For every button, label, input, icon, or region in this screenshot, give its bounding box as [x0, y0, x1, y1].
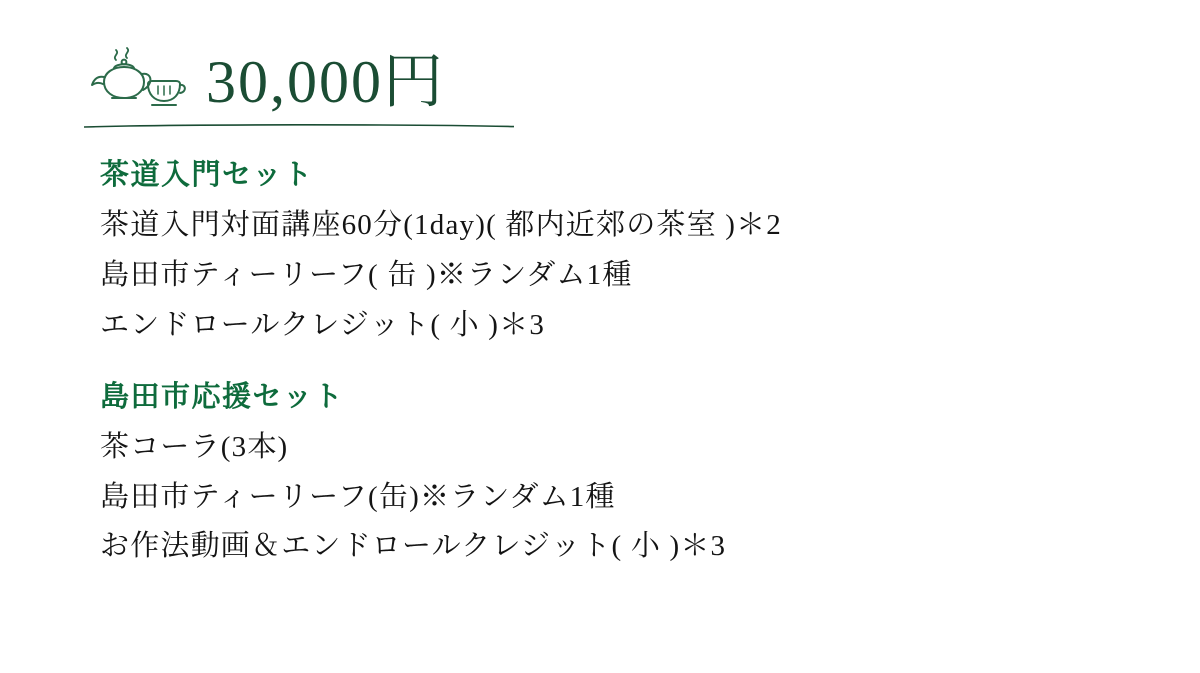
reward-contents — [100, 155, 1140, 572]
reward-set-line: エンドロールクレジット( 小 )＊3 — [100, 308, 546, 341]
reward-set-line: お作法動画＆エンドロールクレジット( 小 )＊3 — [100, 530, 727, 563]
reward-set-line: 茶道入門対面講座60分(1day)( 都内近郊の茶室 )＊2 — [100, 209, 783, 242]
reward-set-line: 島田市ティーリーフ(缶)※ランダム1種 — [100, 480, 616, 513]
reward-set-title: 島田市応援セット — [100, 380, 345, 413]
teapot-and-teacup-icon — [86, 46, 190, 118]
reward-set-line: 茶コーラ(3本) — [100, 430, 289, 463]
reward-set-line: 島田市ティーリーフ( 缶 )※ランダム1種 — [100, 258, 633, 291]
price-amount: 30,000円 — [206, 49, 445, 115]
header-divider — [84, 124, 514, 128]
reward-set — [100, 377, 1140, 573]
reward-set — [100, 155, 1140, 351]
price-header — [86, 36, 526, 128]
reward-set-title: 茶道入門セット — [100, 159, 314, 191]
